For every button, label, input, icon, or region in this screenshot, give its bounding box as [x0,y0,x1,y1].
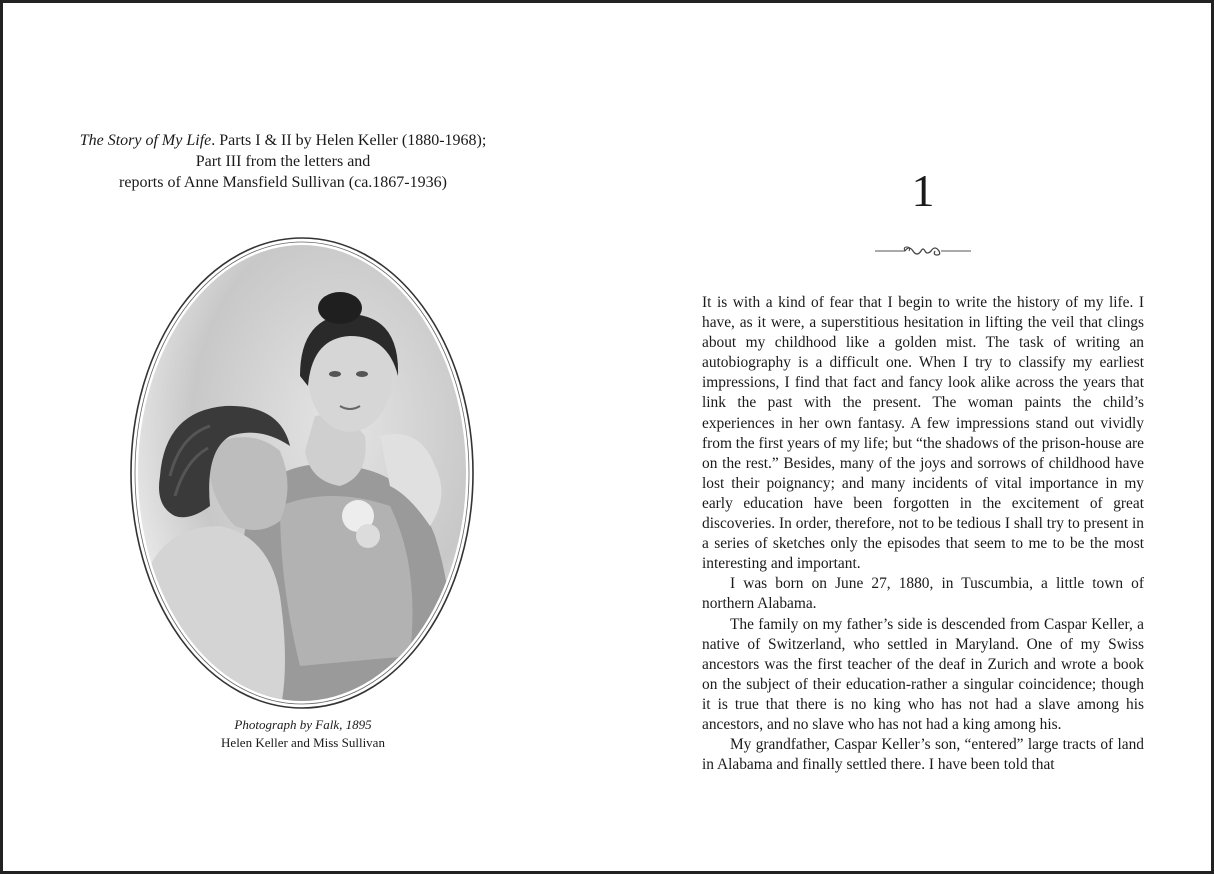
credit-line-1-rest: . Parts I & II by Helen Keller (1880-1968); [211,132,487,149]
credit-line-3: reports of Anne Mansfield Sullivan (ca.1867-1936) [119,174,447,191]
paragraph-1: It is with a kind of fear that I begin to write the history of my life. I have, as it were, a superstitious hesitation in lifting the veil that clings about my childhood like a golden mist. The task of writing an autobiography is a difficult one. When I try to classify my earliest impressions, I find that fact and fancy look alike across the years that link the past with the present. The woman paints the child’s experiences in her own fantasy. A few impressions stand out vividly from the first years of my life; but “the shadows of the prison-house are on the rest.” Besides, many of the joys and sorrows of childhood have lost their poignancy; and many incidents of vital importance in my early education have been forgotten in the excitement of great discoveries. In order, therefore, not to be tedious I shall try to present in a series of sketches only the episodes that seem to me to be the most interesting and important. [702,294,1144,573]
paragraph-2: I was born on June 27, 1880, in Tuscumbia, a little town of northern Alabama. [702,575,1144,613]
caption-credit: Photograph by Falk, 1895 [234,717,372,732]
right-page [613,3,1213,871]
paragraph-3: The family on my father’s side is descended from Caspar Keller, a native of Switzerland, who settled in Maryland. One of my Swiss ancestors was the first teacher of the deaf in Zurich and wrote a book on the subject of their education-rather a singular coincidence; though it is true that there is no king who has not had a slave among his ancestors, and no slave who has not had a king among his. [702,615,1144,733]
credit-line-2: Part III from the letters and [195,153,371,170]
portrait-photograph [130,236,475,711]
paragraph-4: My grandfather, Caspar Keller’s son, “entered” large tracts of land in Alabama and finally settled there. I have been told that [702,736,1144,774]
credit-line-1 [63,130,503,151]
left-page [3,3,603,871]
caption-subject: Helen Keller and Miss Sullivan [221,735,385,750]
book-title: The Story of My Life [79,132,212,149]
photo-caption [203,716,403,752]
chapter-number: 1 [911,165,935,216]
chapter-body [702,293,1144,775]
frontispiece-credit [63,130,503,193]
flourish-ornament-icon [875,241,971,261]
portrait-oval-image [130,236,475,711]
